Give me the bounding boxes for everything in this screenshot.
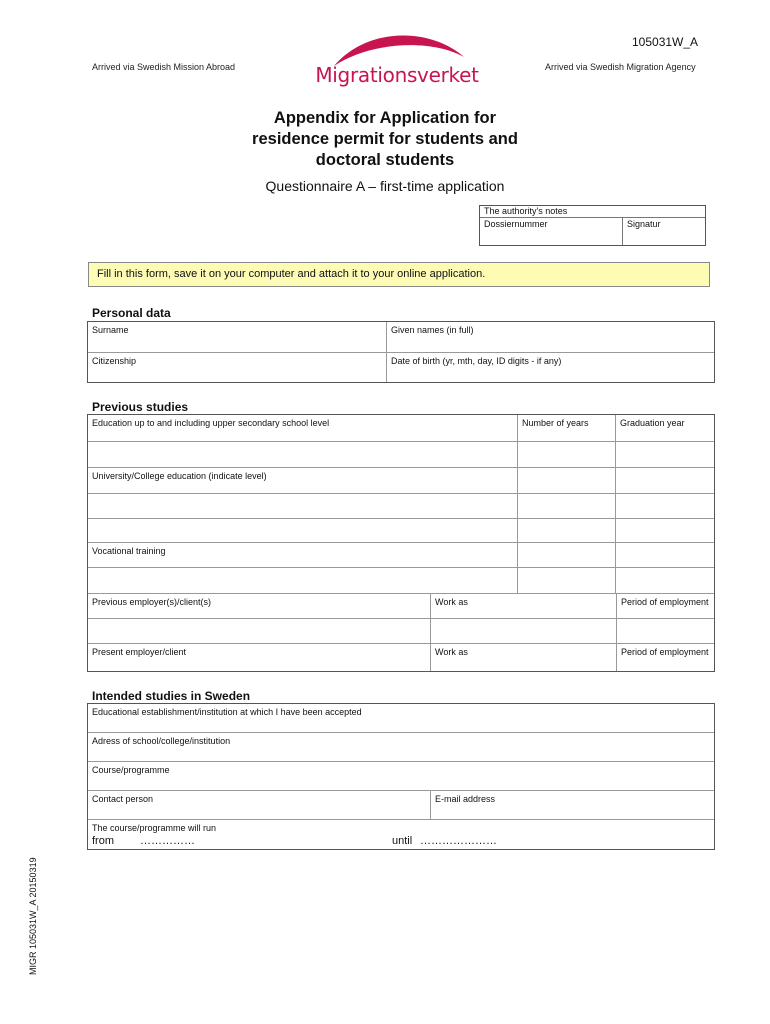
previous-employer-field[interactable] <box>88 594 431 618</box>
form-row <box>88 791 714 820</box>
previous-period-label: Period of employment <box>621 597 709 607</box>
graduation-extra-field[interactable] <box>616 442 714 467</box>
vocational-graduation-field[interactable] <box>616 543 714 567</box>
citizenship-field[interactable] <box>88 353 387 382</box>
university-years-field[interactable] <box>518 468 616 493</box>
university-education-field[interactable] <box>88 468 518 493</box>
title-line-3: doctoral students <box>315 151 455 169</box>
vocational-years-field[interactable] <box>518 543 616 567</box>
vocational-training-field[interactable] <box>88 543 518 567</box>
until-date-field[interactable]: ………………… <box>420 835 497 847</box>
previous-studies-grid <box>87 414 715 672</box>
form-row <box>88 519 714 543</box>
authority-notes-box <box>479 205 706 246</box>
present-work-as-label: Work as <box>435 647 468 657</box>
previous-employer-label: Previous employer(s)/client(s) <box>92 597 212 607</box>
course-programme-label: Course/programme <box>92 765 170 775</box>
course-programme-field[interactable] <box>88 762 714 790</box>
signature-field[interactable] <box>623 218 705 245</box>
course-dates-field <box>88 820 714 849</box>
contact-person-label: Contact person <box>92 794 154 804</box>
from-label: from <box>92 835 114 847</box>
previous-period-extra[interactable] <box>617 619 714 643</box>
number-of-years-label: Number of years <box>522 418 589 428</box>
citizenship-label: Citizenship <box>92 356 137 366</box>
intended-studies-grid <box>87 703 715 850</box>
previous-period-field[interactable] <box>617 594 714 618</box>
form-row <box>88 442 714 468</box>
present-period-label: Period of employment <box>621 647 709 657</box>
until-label: until <box>392 835 413 847</box>
graduation-year-label: Graduation year <box>620 418 685 428</box>
university-graduation-extra-2[interactable] <box>616 519 714 542</box>
form-row <box>88 322 714 353</box>
side-form-code: MIGR 105031W_A 20150319 <box>28 857 38 975</box>
form-row <box>88 644 714 671</box>
form-code: 105031W_A <box>632 35 699 49</box>
form-row <box>88 619 714 644</box>
present-employer-label: Present employer/client <box>92 647 187 657</box>
personal-data-grid <box>87 321 715 383</box>
previous-employer-extra[interactable] <box>88 619 431 643</box>
email-address-field[interactable] <box>431 791 714 819</box>
form-row <box>88 568 714 594</box>
university-years-extra-2[interactable] <box>518 519 616 542</box>
form-row <box>88 594 714 619</box>
surname-field[interactable] <box>88 322 387 352</box>
university-graduation-extra-1[interactable] <box>616 494 714 518</box>
vocational-extra-field[interactable] <box>88 568 518 593</box>
date-of-birth-label: Date of birth (yr, mth, day, ID digits - if any) <box>391 356 562 366</box>
title-line-2: residence permit for students and <box>252 130 518 148</box>
number-of-years-field[interactable] <box>518 415 616 441</box>
dossier-number-field[interactable] <box>480 218 623 245</box>
graduation-year-field[interactable] <box>616 415 714 441</box>
previous-work-as-field[interactable] <box>431 594 617 618</box>
date-of-birth-field[interactable] <box>387 353 714 382</box>
given-names-field[interactable] <box>387 322 714 352</box>
form-row <box>88 353 714 382</box>
form-row <box>88 543 714 568</box>
vocational-years-extra[interactable] <box>518 568 616 593</box>
signature-label: Signatur <box>627 219 661 229</box>
university-education-label: University/College education (indicate level) <box>92 471 267 481</box>
education-secondary-field[interactable] <box>88 415 518 441</box>
years-extra-field[interactable] <box>518 442 616 467</box>
form-row <box>88 415 714 442</box>
contact-person-field[interactable] <box>88 791 431 819</box>
email-address-label: E-mail address <box>435 794 496 804</box>
form-row <box>88 468 714 494</box>
page-subtitle: Questionnaire A – first-time application <box>265 178 505 194</box>
arrived-via-mission-label: Arrived via Swedish Mission Abroad <box>92 62 236 72</box>
present-period-field[interactable] <box>617 644 714 671</box>
education-secondary-label: Education up to and including upper secondary school level <box>92 418 330 428</box>
form-row <box>88 494 714 519</box>
form-row <box>88 704 714 733</box>
establishment-field[interactable] <box>88 704 714 732</box>
form-row <box>88 762 714 791</box>
authority-notes-heading: The authority's notes <box>480 206 705 218</box>
university-graduation-field[interactable] <box>616 468 714 493</box>
school-address-field[interactable] <box>88 733 714 761</box>
previous-work-as-label: Work as <box>435 597 468 607</box>
present-work-as-field[interactable] <box>431 644 617 671</box>
surname-label: Surname <box>92 325 129 335</box>
vocational-graduation-extra[interactable] <box>616 568 714 593</box>
present-employer-field[interactable] <box>88 644 431 671</box>
personal-data-title: Personal data <box>92 306 171 320</box>
dossier-number-label: Dossiernummer <box>484 219 548 229</box>
form-row[interactable] <box>88 820 714 849</box>
intended-studies-title: Intended studies in Sweden <box>92 689 251 703</box>
title-line-1: Appendix for Application for <box>273 109 497 127</box>
arrived-via-agency-label: Arrived via Swedish Migration Agency <box>545 62 696 72</box>
previous-studies-title: Previous studies <box>92 400 189 414</box>
logo-arc-icon <box>312 33 482 67</box>
education-secondary-extra-field[interactable] <box>88 442 518 467</box>
instruction-notice: Fill in this form, save it on your computer and attach it to your online application. <box>88 262 710 287</box>
vocational-training-label: Vocational training <box>92 546 166 556</box>
from-date-field[interactable]: …………… <box>140 835 195 847</box>
logo-text: Migrationsverket <box>315 63 479 87</box>
page-title <box>200 108 570 171</box>
establishment-label: Educational establishment/institution at which I have been accepted <box>92 707 362 717</box>
migrationsverket-logo <box>312 33 482 93</box>
previous-work-as-extra[interactable] <box>431 619 617 643</box>
school-address-label: Adress of school/college/institution <box>92 736 231 746</box>
course-run-label: The course/programme will run <box>92 823 217 833</box>
form-row <box>88 733 714 762</box>
university-extra-field-2[interactable] <box>88 519 518 542</box>
given-names-label: Given names (in full) <box>391 325 474 335</box>
university-years-extra-1[interactable] <box>518 494 616 518</box>
university-extra-field-1[interactable] <box>88 494 518 518</box>
